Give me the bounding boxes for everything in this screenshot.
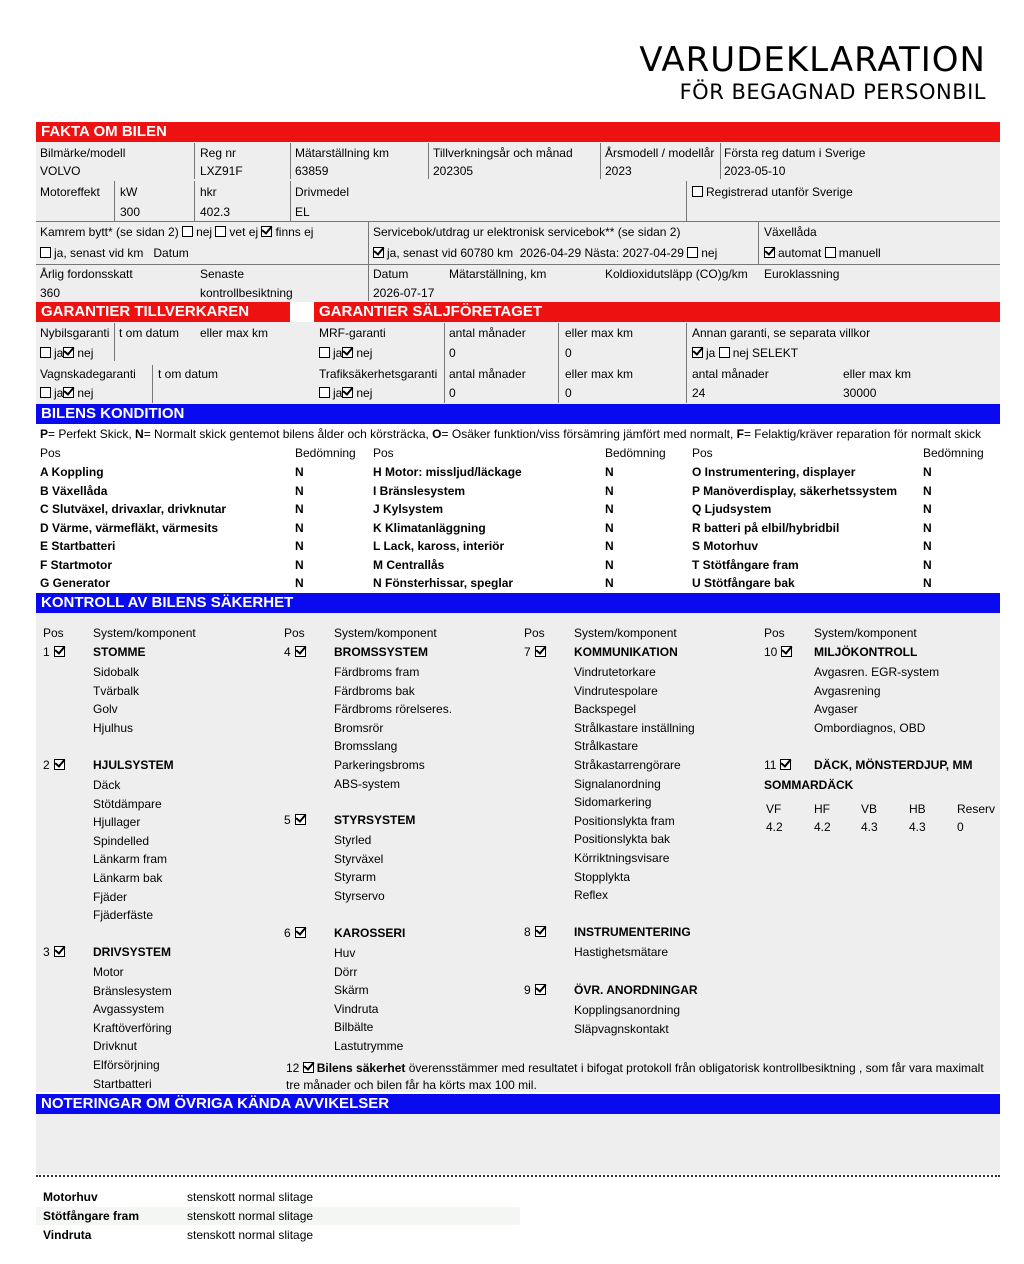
group-number: 11 [764,758,777,772]
kontroll-group-number [284,813,309,827]
kontroll-group-title: KOMMUNIKATION [574,645,678,659]
mrf-manader-label: antal månader [449,326,526,340]
kondition-item-label: O Instrumentering, displayer [692,465,856,479]
tire-header: VF [766,802,782,816]
datum-value: 2026-07-17 [373,286,435,300]
item12-row-2: tre månader och bilen får ha körts max 100 mil. [286,1078,537,1092]
kontroll-item: Sidomarkering [574,795,652,810]
group-checkbox[interactable] [535,926,546,937]
trafik-garanti-label: Trafiksäkerhetsgaranti [319,367,438,381]
kontroll-group-number [43,645,68,659]
annan-km-label: eller max km [843,367,912,381]
kontroll-item: Färdbroms bak [334,683,415,698]
kontroll-item: Hjulhus [93,720,134,735]
kondition-item-value: N [923,520,932,535]
servicebok-row: ja, senast vid 60780 km 2026-04-29 Nästa: 2027-04-29 nej [373,246,717,260]
kondition-item-value: N [605,539,614,553]
tire-depth-value: 4.3 [861,820,878,834]
co2-label: Koldioxidutsläpp (CO)g/km [605,267,748,281]
kondition-item-label: H Motor: missljud/läckage [373,465,522,479]
registrerad-checkbox[interactable] [692,186,703,197]
kontroll-item: Styrservo [334,888,385,903]
kontroll-item: Tvärbalk [93,683,140,698]
group-number: 8 [524,925,531,939]
kondition-item-label: G Generator [40,576,111,590]
kontroll-item: Kraftöverföring [93,1020,172,1035]
mrf-km-value: 0 [565,346,572,360]
kontroll-group-number [524,645,549,659]
mrf-garanti-label: MRF-garanti [319,326,386,340]
bilmarke-value: VOLVO [40,164,81,178]
tire-depth-value: 4.3 [909,820,926,834]
item12-row: 12 Bilens säkerhet överensstämmer med resultatet i bifogat protokoll från obligatorisk kontrollbesiktning , som får vara maximalt [286,1061,984,1075]
kontroll-item: Golv [93,702,118,717]
arsmodell-value: 2023 [605,164,632,178]
noteringar-area [36,1114,1000,1174]
group-checkbox[interactable] [535,984,546,995]
kontroll-item: Färdbroms fram [334,665,420,679]
kondition-item-value: N [295,483,304,498]
mrf-km-label: eller max km [565,326,634,340]
matarstallning-value: 63859 [295,164,329,178]
kontroll-item: Startbatteri [93,1076,152,1091]
kontroll-item: Dörr [334,964,358,979]
registrerad-utanfor: Registrerad utanför Sverige [692,185,853,199]
kondition-item-label: A Koppling [40,465,104,479]
item12-checkbox[interactable] [303,1062,314,1073]
annan-km-value: 30000 [843,386,877,400]
arsmodell-label: Årsmodell / modellår [605,146,715,160]
section-header-garanti-tillverkaren: GARANTIER TILLVERKAREN [36,302,290,322]
kontroll-item: Färdbroms rörelseres. [334,702,453,717]
kontroll-pos-header-2: Pos [284,626,305,640]
servicebok-label: Servicebok/utdrag ur elektronisk servicebok** (se sidan 2) [373,225,681,239]
kontroll-item: Styrled [334,833,372,847]
noteringar-divider [36,1175,1000,1177]
kw-label: kW [120,185,138,199]
mrf-manader-value: 0 [449,346,456,360]
kontroll-item: Länkarm fram [93,852,168,867]
kontroll-item: Kopplingsanordning [574,1003,681,1017]
forsta-reg-value: 2023-05-10 [724,164,786,178]
group-checkbox[interactable] [295,814,306,825]
section-header-garanti-saljforetaget: GARANTIER SÄLJFÖRETAGET [314,302,1000,322]
kontroll-group-title: INSTRUMENTERING [574,925,691,939]
kondition-item-value: N [295,557,304,572]
annan-manader-value: 24 [692,386,706,400]
kondition-item-value: N [295,520,304,535]
euroklass-label: Euroklassning [764,267,840,281]
kontroll-group-title: STOMME [93,645,146,659]
kontroll-item: Vindrutespolare [574,683,658,698]
kontroll-group-number [524,983,549,997]
kontroll-group-number [524,925,549,939]
group-number: 6 [284,926,291,940]
kontroll-item: Styrväxel [334,851,384,866]
group-number: 2 [43,758,50,772]
kontroll-item: Skärm [334,983,369,998]
kondition-legend: P= Perfekt Skick, N= Normalt skick gentemot bilens ålder och körsträcka, O= Osäker funktion/viss försämring jämfört med normalt, F= Felaktig/kräver reparation för normalt skick [40,427,982,441]
kontroll-item: Avgassystem [93,1002,165,1017]
nybil-ja-nej: ja nej [40,346,93,360]
motoreffekt-label: Motoreffekt [40,185,100,199]
kontroll-group-number [43,758,68,772]
section-header-kontroll: KONTROLL AV BILENS SÄKERHET [36,593,1000,613]
kontroll-item: Positionslykta bak [574,832,671,847]
kondition-bedomning-header-1: Bedömning [295,446,356,460]
note-label: Stötfångare fram [43,1209,140,1223]
nybilsgaranti-label: Nybilsgaranti [40,326,110,340]
kontroll-item: ABS-system [334,776,401,791]
trafik-ja-nej: ja nej [319,386,372,400]
kondition-item-value: N [923,539,932,553]
group-checkbox[interactable] [54,946,65,957]
kondition-item-value: N [605,502,614,516]
kontroll-item: Strålkastare [574,739,639,754]
kontroll-item: Länkarm bak [93,871,163,885]
kondition-item-value: N [923,502,932,516]
kondition-item-label: Q Ljudsystem [692,502,772,516]
vagnskada-tom-datum-label: t om datum [158,367,219,381]
kontroll-item: Reflex [574,888,609,903]
kontroll-item: Styrarm [334,870,376,885]
section-header-fakta: FAKTA OM BILEN [36,122,1000,142]
kontroll-item: Spindelled [93,833,150,848]
trafik-km-label: eller max km [565,367,634,381]
kondition-item-label: T Stötfångare fram [692,557,799,572]
kondition-item-value: N [295,502,304,516]
kondition-pos-header-1: Pos [40,446,61,460]
bilmarke-label: Bilmärke/modell [40,146,126,160]
kontroll-item: Vindrutetorkare [574,665,656,679]
kondition-pos-header-3: Pos [692,446,713,460]
document-subtitle: FÖR BEGAGNAD PERSONBIL [679,80,986,104]
kontroll-item: Körriktningsvisare [574,851,670,865]
kondition-item-label: C Slutväxel, drivaxlar, drivknutar [40,502,227,516]
kondition-item-value: N [923,465,932,479]
kontroll-item: Stråkastarrengörare [574,758,681,772]
kondition-pos-header-2: Pos [373,446,394,460]
kontroll-system-header-2: System/komponent [334,626,437,640]
kontroll-item: Signalanordning [574,776,661,791]
kontroll-group-title: ÖVR. ANORDNINGAR [574,983,698,997]
kontroll-group-title: STYRSYSTEM [334,813,416,827]
mrf-ja-nej: ja nej [319,346,372,360]
document-title: VARUDEKLARATION [639,40,986,80]
group-number: 9 [524,983,531,997]
kontroll-item: Motor [93,965,124,979]
drivmedel-label: Drivmedel [295,185,350,199]
kondition-item-label: P Manöverdisplay, säkerhetssystem [692,483,897,498]
kontroll-item: Elförsörjning [93,1058,160,1072]
kontroll-item: Strålkastare inställning [574,720,695,735]
kontroll-pos-header-1: Pos [43,626,64,640]
kondition-item-value: N [295,539,304,553]
tire-header: VB [861,802,878,816]
vagnskada-ja-nej: ja nej [40,386,93,400]
kw-value: 300 [120,205,141,219]
tire-header: Reserv [957,802,996,816]
kontroll-item: Avgasrening [814,683,881,698]
kontroll-group-number [764,758,794,772]
group-checkbox[interactable] [54,646,65,657]
kontroll-item: Fjäderfäste [93,908,154,923]
kontroll-item: Däck [93,778,121,792]
skatt-value: 360 [40,286,61,300]
kontroll-item: Backspegel [574,702,637,717]
note-value: stenskott normal slitage [187,1209,314,1223]
kondition-item-label: D Värme, värmefläkt, värmesits [40,520,219,535]
group-number: 10 [764,645,778,659]
vaxellada-row: automat manuell [764,246,881,260]
kontroll-system-header-4: System/komponent [814,626,917,640]
trafik-manader-label: antal månader [449,367,526,381]
group-checkbox[interactable] [780,759,791,770]
kontroll-item: Hjullager [93,815,141,830]
kondition-item-value: N [605,520,614,535]
kondition-bedomning-header-2: Bedömning [605,446,666,460]
annan-manader-label: antal månader [692,367,769,381]
kondition-item-label: J Kylsystem [373,502,444,516]
kondition-item-label: L Lack, kaross, interiör [373,539,505,553]
group-checkbox[interactable] [295,927,306,938]
vaxellada-label: Växellåda [764,225,817,239]
matarstallning-label: Mätarställning km [295,146,390,160]
tire-header: HB [909,802,926,816]
senaste-label: Senaste [200,267,245,281]
note-label: Motorhuv [43,1190,98,1204]
kontroll-item: Drivknut [93,1039,138,1054]
kontroll-item: Avgaser [814,702,858,717]
annan-ja-nej: ja nej SELEKT [692,346,798,360]
kondition-item-value: N [295,576,304,590]
group-checkbox[interactable] [54,759,65,770]
forsta-reg-label: Första reg datum i Sverige [724,146,866,160]
kontrollbesiktning-label: kontrollbesiktning [200,286,293,300]
kontroll-item: Bilbälte [334,1020,374,1035]
kontroll-item: Bromsslang [334,739,398,754]
annan-garanti-label: Annan garanti, se separata villkor [692,326,871,340]
kontroll-item: Släpvagnskontakt [574,1021,669,1036]
tire-header: HF [814,802,830,816]
kondition-bedomning-header-3: Bedömning [923,446,984,460]
kontroll-group-title: BROMSSYSTEM [334,645,429,659]
kontroll-group-title: DÄCK, MÖNSTERDJUP, MM [814,758,973,772]
kondition-item-value: N [605,557,614,572]
kontroll-item: Hastighetsmätare [574,945,669,959]
kondition-item-label: M Centrallås [373,557,445,572]
skatt-label: Årlig fordonsskatt [40,267,133,281]
kontroll-item: Fjäder [93,889,128,904]
kontroll-group-number [764,645,795,659]
kondition-item-label: N Fönsterhissar, speglar [373,576,514,590]
kondition-item-value: N [605,576,614,590]
kamrem-ja-row: ja, senast vid km Datum [40,246,189,260]
kontroll-system-header-1: System/komponent [93,626,196,640]
kontroll-system-header-3: System/komponent [574,626,677,640]
kontroll-item: Stopplykta [574,869,631,884]
kondition-item-value: N [923,483,932,498]
note-value: stenskott normal slitage [187,1228,314,1242]
kontroll-group-title: MILJÖKONTROLL [814,645,918,659]
kontroll-item: Bromsrör [334,720,384,735]
trafik-manader-value: 0 [449,386,456,400]
regnr-value: LXZ91F [200,164,243,178]
matar2-label: Mätarställning, km [449,267,547,281]
nybil-tom-datum-label: t om datum [119,326,180,340]
kondition-item-value: N [923,576,932,590]
section-header-kondition: BILENS KONDITION [36,404,1000,424]
kontroll-item: Parkeringsbroms [334,758,425,772]
group-number: 5 [284,813,291,827]
tire-depth-value: 0 [957,820,964,834]
kontroll-item: Bränslesystem [93,983,172,998]
tillverkning-value: 202305 [433,164,474,178]
kontroll-group-number [43,945,68,959]
kondition-item-label: B Växellåda [40,483,108,498]
kontroll-pos-header-3: Pos [524,626,545,640]
kontroll-pos-header-4: Pos [764,626,785,640]
kontroll-group-number [284,926,309,940]
section-header-noteringar: NOTERINGAR OM ÖVRIGA KÄNDA AVVIKELSER [36,1094,1000,1114]
kondition-item-label: K Klimatanläggning [373,520,486,535]
hkr-label: hkr [200,185,217,199]
kontroll-item: Lastutrymme [334,1039,404,1053]
kamrem-row: Kamrem bytt* (se sidan 2) nej vet ej finns ej [40,225,314,239]
kontroll-item: Huv [334,946,356,960]
kondition-item-value: N [295,465,304,479]
group-number: 7 [524,645,531,659]
group-checkbox[interactable] [295,646,306,657]
vagnskadegaranti-label: Vagnskadegaranti [40,367,136,381]
regnr-label: Reg nr [200,146,237,160]
group-number: 4 [284,645,291,659]
group-checkbox[interactable] [781,646,792,657]
kontroll-item: Ombordiagnos, OBD [814,720,926,735]
kontroll-group-number [284,645,309,659]
tire-depth-value: 4.2 [766,820,783,834]
kondition-item-value: N [605,483,614,498]
kontroll-group-title: DRIVSYSTEM [93,945,172,959]
kondition-item-value: N [605,465,614,479]
kondition-item-value: N [923,557,932,572]
kondition-item-label: I Bränslesystem [373,483,466,498]
kontroll-item: Vindruta [334,1001,379,1016]
note-value: stenskott normal slitage [187,1190,314,1204]
kontroll-group-title: KAROSSERI [334,926,406,940]
drivmedel-value: EL [295,205,310,219]
kontroll-item: Stötdämpare [93,796,162,811]
group-number: 3 [43,945,50,959]
kondition-item-label: E Startbatteri [40,539,116,553]
group-checkbox[interactable] [535,646,546,657]
nybil-max-km-label: eller max km [200,326,269,340]
kondition-item-label: U Stötfångare bak [692,576,795,590]
kondition-item-label: R batteri på elbil/hybridbil [692,520,840,535]
kontroll-item: Avgasren. EGR-system [814,665,940,679]
tire-depth-value: 4.2 [814,820,831,834]
kondition-item-label: S Motorhuv [692,539,758,553]
tillverkning-label: Tillverkningsår och månad [433,146,573,160]
datum-label: Datum [373,267,409,281]
kontroll-group-title: HJULSYSTEM [93,758,174,772]
sommardack-label: SOMMARDÄCK [764,778,854,792]
trafik-km-value: 0 [565,386,572,400]
note-label: Vindruta [43,1228,92,1242]
kondition-item-label: F Startmotor [40,557,112,572]
kontroll-item: Positionslykta fram [574,813,675,828]
group-number: 1 [43,645,50,659]
kontroll-item: Sidobalk [93,665,140,679]
hkr-value: 402.3 [200,205,231,219]
